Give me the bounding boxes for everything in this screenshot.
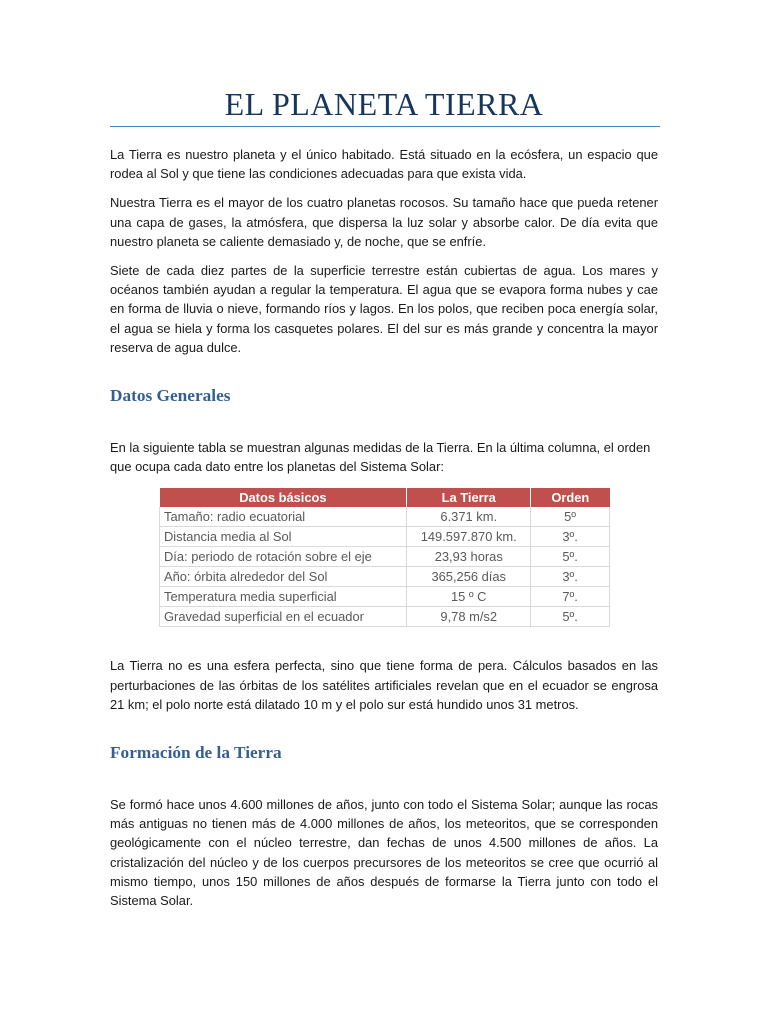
table-cell-order: 5º. bbox=[531, 607, 610, 627]
table-cell-order: 5º. bbox=[531, 547, 610, 567]
section-heading-formacion: Formación de la Tierra bbox=[110, 743, 282, 763]
earth-data-table bbox=[159, 488, 610, 627]
table-header-orden: Orden bbox=[531, 488, 610, 507]
table-cell-order: 7º. bbox=[531, 587, 610, 607]
title-underline bbox=[110, 126, 660, 127]
table-cell-value: 15 º C bbox=[407, 587, 531, 607]
table-cell-label: Día: periodo de rotación sobre el eje bbox=[160, 547, 407, 567]
pear-shape-paragraph: La Tierra no es una esfera perfecta, sino que tiene forma de pera. Cálculos basados en las perturbaciones de las órbitas de los satélites artificiales revelan que en el ecuador se engrosa 21 km; el polo norte está dilatado 10 m y el polo sur está hundido unos 31 metros. bbox=[110, 658, 658, 712]
intro-paragraph-2: Nuestra Tierra es el mayor de los cuatro planetas rocosos. Su tamaño hace que pueda retener una capa de gases, la atmósfera, que dispersa la luz solar y absorbe calor. De día evita que nuestro planeta se caliente demasiado y, de noche, que se enfríe. bbox=[110, 195, 658, 249]
table-row bbox=[160, 587, 610, 607]
table-row bbox=[160, 507, 610, 527]
table-cell-value: 149.597.870 km. bbox=[407, 527, 531, 547]
section-heading-datos-generales: Datos Generales bbox=[110, 386, 231, 406]
table-header-row bbox=[160, 488, 610, 507]
table-header-tierra: La Tierra bbox=[407, 488, 531, 507]
table-cell-value: 365,256 días bbox=[407, 567, 531, 587]
table-cell-label: Distancia media al Sol bbox=[160, 527, 407, 547]
table-cell-label: Tamaño: radio ecuatorial bbox=[160, 507, 407, 527]
table-cell-label: Temperatura media superficial bbox=[160, 587, 407, 607]
table-intro-paragraph: En la siguiente tabla se muestran algunas medidas de la Tierra. En la última columna, el orden que ocupa cada dato entre los planetas del Sistema Solar: bbox=[110, 440, 651, 475]
table-row bbox=[160, 607, 610, 627]
table-cell-value: 9,78 m/s2 bbox=[407, 607, 531, 627]
table-row bbox=[160, 567, 610, 587]
table-cell-value: 23,93 horas bbox=[407, 547, 531, 567]
table-cell-order: 5º bbox=[531, 507, 610, 527]
document-title: EL PLANETA TIERRA bbox=[224, 86, 544, 122]
intro-paragraph-1: La Tierra es nuestro planeta y el único habitado. Está situado en la ecósfera, un espacio que rodea al Sol y que tiene las condiciones adecuadas para que exista vida. bbox=[110, 147, 658, 182]
table-wrapper bbox=[110, 488, 658, 630]
formation-paragraph: Se formó hace unos 4.600 millones de años, junto con todo el Sistema Solar; aunque las rocas más antiguas no tienen más de 4.000 millones de años, los meteoritos, que se corresponden geológicamente con el núcleo terrestre, dan fechas de unos 4.500 millones de años. La cristalización del núcleo y de los cuerpos precursores de los meteoritos se cree que ocurrió al mismo tiempo, unos 150 millones de años después de formarse la Tierra junto con todo el Sistema Solar. bbox=[110, 797, 658, 909]
table-row bbox=[160, 547, 610, 567]
table-cell-order: 3º. bbox=[531, 567, 610, 587]
table-cell-label: Gravedad superficial en el ecuador bbox=[160, 607, 407, 627]
intro-paragraph-3: Siete de cada diez partes de la superficie terrestre están cubiertas de agua. Los mares y océanos también ayudan a regular la temperatura. El agua que se evapora forma nubes y cae en forma de lluvia o nieve, formando ríos y lagos. En los polos, que reciben poca energía solar, el agua se hiela y forma los casquetes polares. El del sur es más grande y concentra la mayor reserva de agua dulce. bbox=[110, 263, 658, 355]
table-cell-value: 6.371 km. bbox=[407, 507, 531, 527]
table-cell-label: Año: órbita alrededor del Sol bbox=[160, 567, 407, 587]
table-cell-order: 3º. bbox=[531, 527, 610, 547]
document-page bbox=[110, 0, 658, 910]
table-header-datos: Datos básicos bbox=[160, 488, 407, 507]
table-row bbox=[160, 527, 610, 547]
